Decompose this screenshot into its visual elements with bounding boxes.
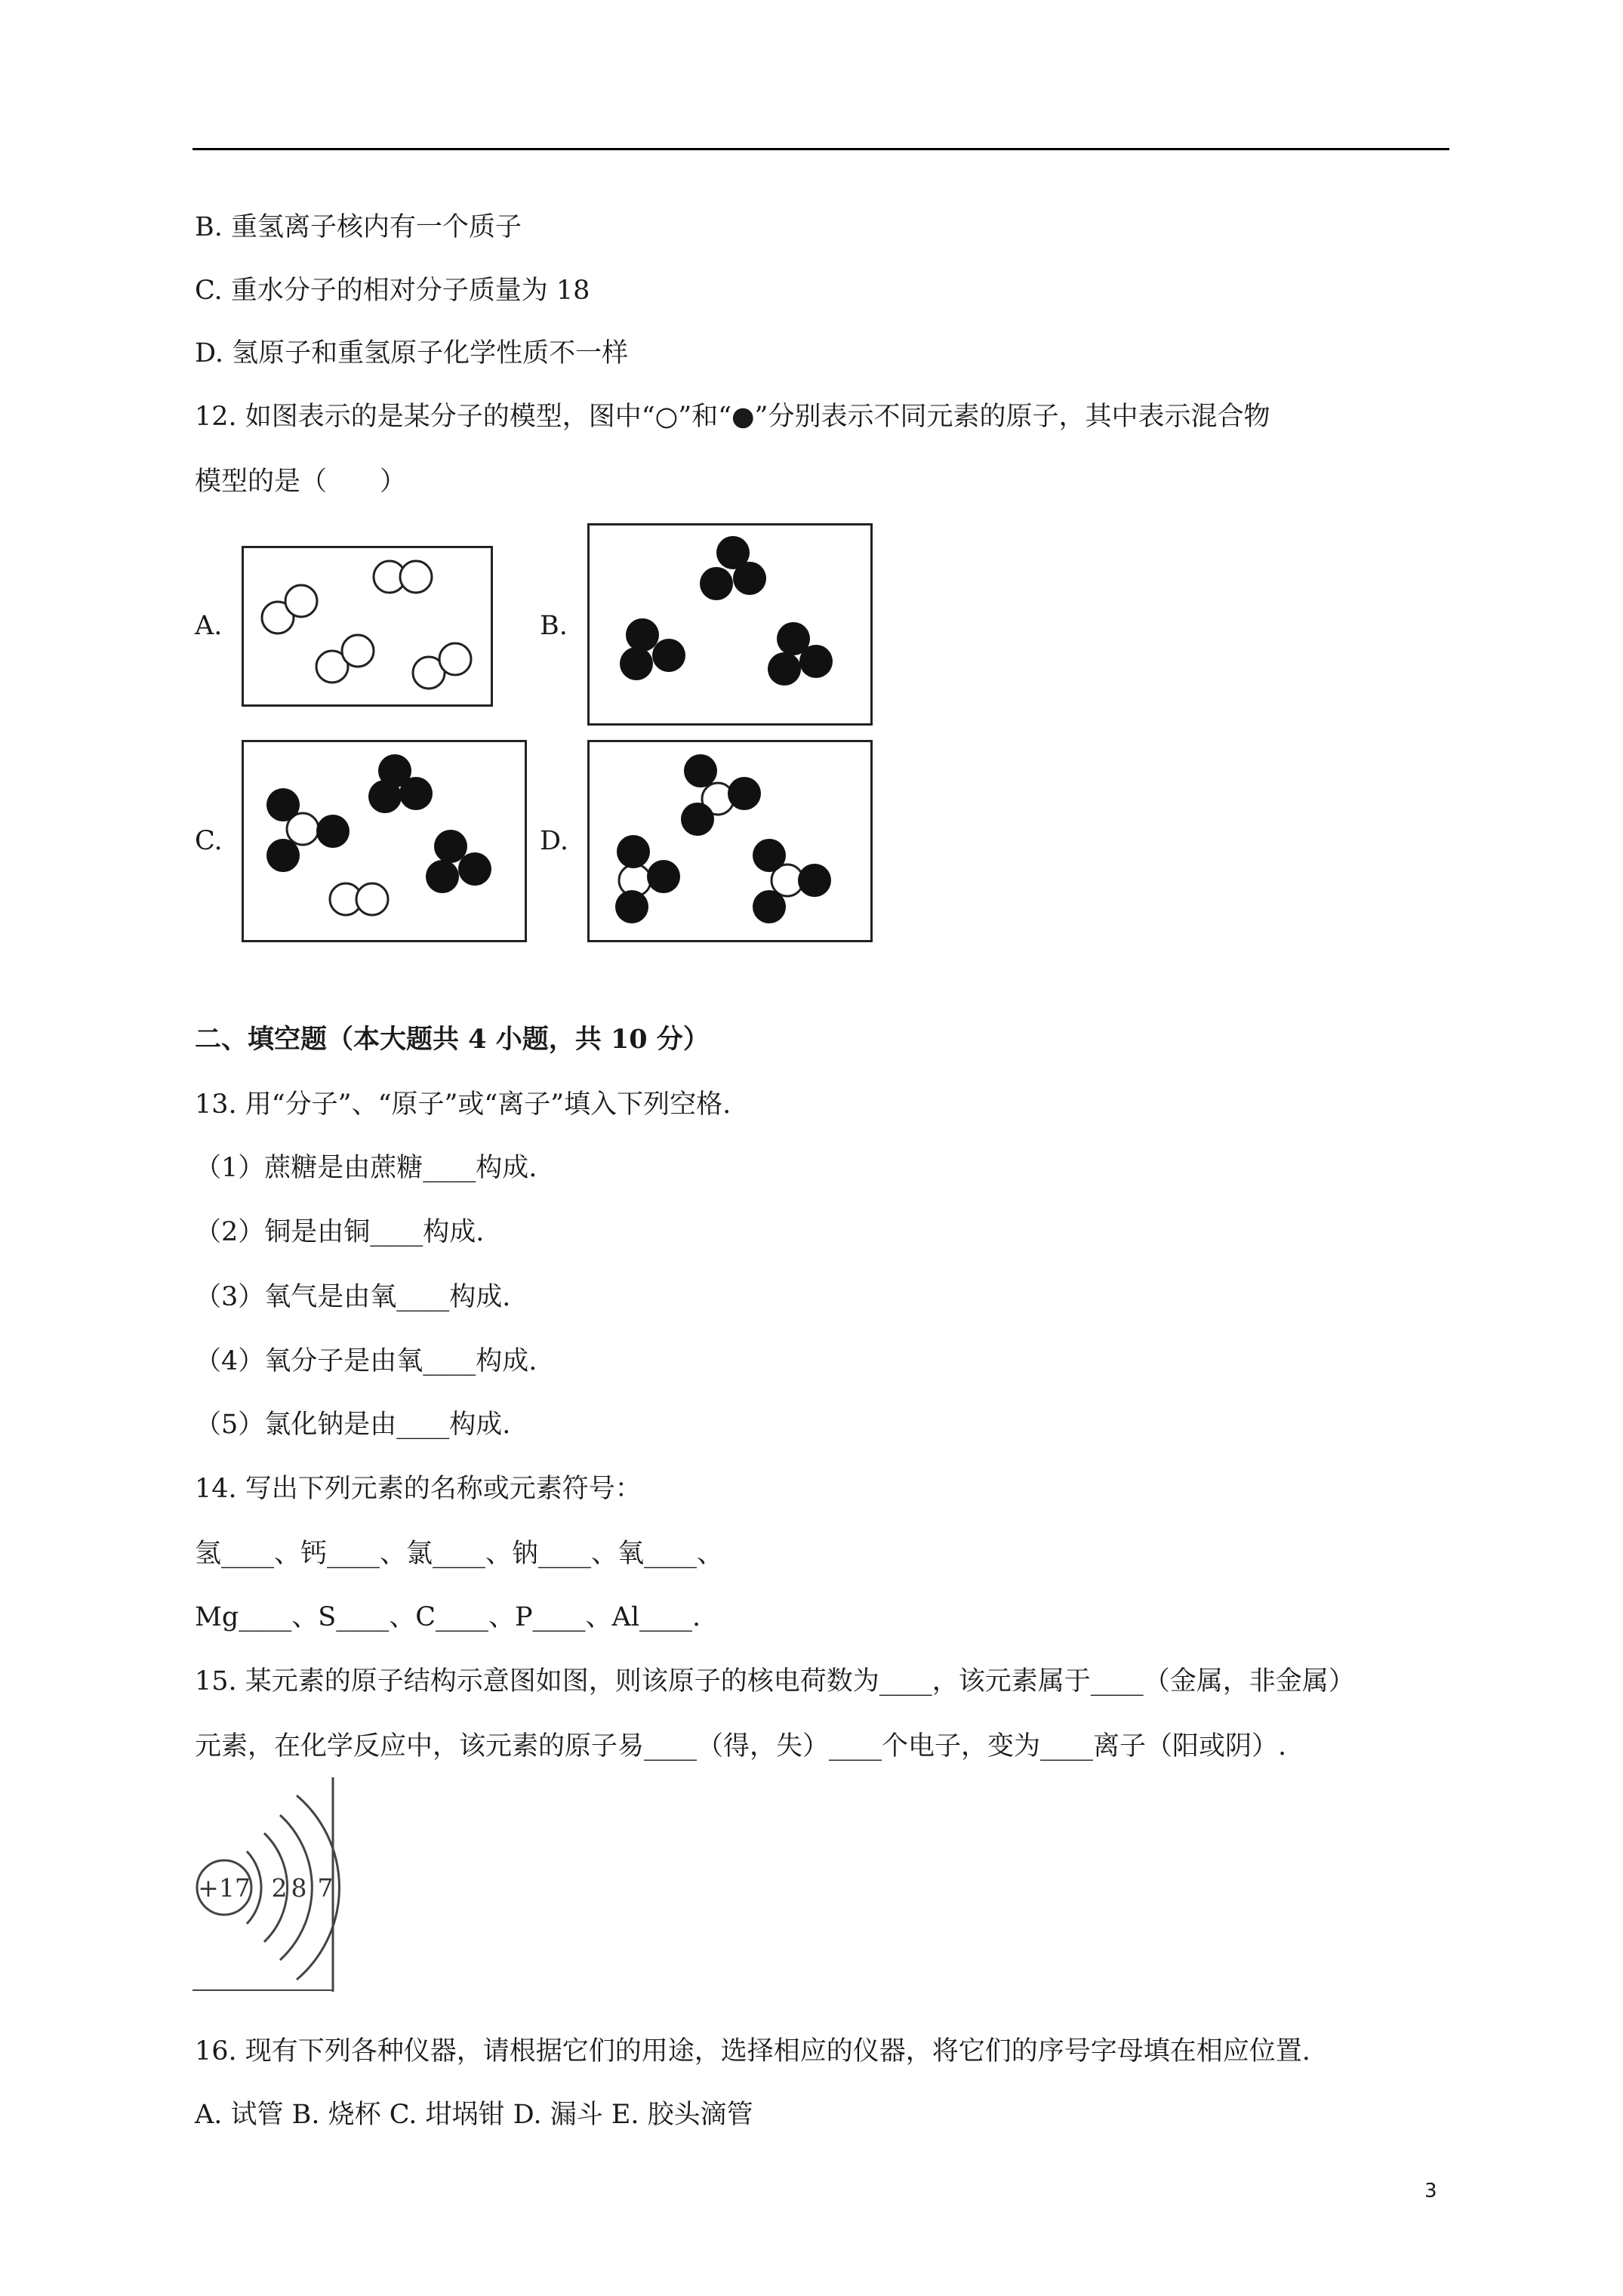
question-12-line2: 模型的是（ ） [195,467,407,497]
question-13-item-1: （1）蔗糖是由蔗糖____构成. [195,1153,537,1183]
atom-nucleus-charge: +17 [198,1873,251,1903]
option-c-label: C. [195,826,223,856]
option-c-text: C. 重水分子的相对分子质量为 18 [195,276,590,306]
option-b-label: B. [540,611,568,641]
question-13: 13. 用“分子”、“原子”或“离子”填入下列空格. [195,1089,731,1120]
question-13-item-3: （3）氧气是由氧____构成. [195,1282,511,1312]
molecule-model-d [587,740,873,942]
question-15-line2: 元素，在化学反应中，该元素的原子易____（得，失）____个电子，变为____离子（阳或阴）. [195,1731,1287,1761]
option-d-text: D. 氢原子和重氢原子化学性质不一样 [195,338,629,368]
atom-shell-2: 8 [291,1873,307,1903]
question-15-line1: 15. 某元素的原子结构示意图如图，则该原子的核电荷数为____，该元素属于____（金属，非金属） [195,1666,1355,1697]
question-13-item-5: （5）氯化钠是由____构成. [195,1410,511,1440]
question-16-options: A. 试管 B. 烧杯 C. 坩埚钳 D. 漏斗 E. 胶头滴管 [195,2100,753,2130]
question-14: 14. 写出下列元素的名称或元素符号： [195,1474,642,1504]
option-b-text: B. 重氢离子核内有一个质子 [195,212,522,242]
atomic-structure-diagram [192,1777,343,1992]
molecule-model-c [242,740,527,942]
header-rule [192,148,1449,150]
question-12-line1: 12. 如图表示的是某分子的模型，图中“○”和“●”分别表示不同元素的原子，其中表示混合物 [195,402,1270,432]
question-14-row-2: Mg____、S____、C____、P____、Al____. [195,1602,701,1632]
option-d-label: D. [540,826,568,856]
atom-shell-1: 2 [271,1873,288,1903]
option-a-label: A. [195,611,223,641]
question-16: 16. 现有下列各种仪器，请根据它们的用途，选择相应的仪器，将它们的序号字母填在相应位置. [195,2036,1310,2066]
question-13-item-4: （4）氧分子是由氧____构成. [195,1346,537,1376]
atom-shell-3: 7 [317,1873,334,1903]
molecule-model-a [242,546,493,707]
question-13-item-2: （2）铜是由铜____构成. [195,1217,485,1247]
molecule-model-b [587,523,873,726]
section-2-title: 二、填空题（本大题共 4 小题，共 10 分） [195,1024,710,1055]
question-14-row-1: 氢____、钙____、氯____、钠____、氧____、 [195,1539,724,1569]
page-number: 3 [1424,2180,1437,2202]
